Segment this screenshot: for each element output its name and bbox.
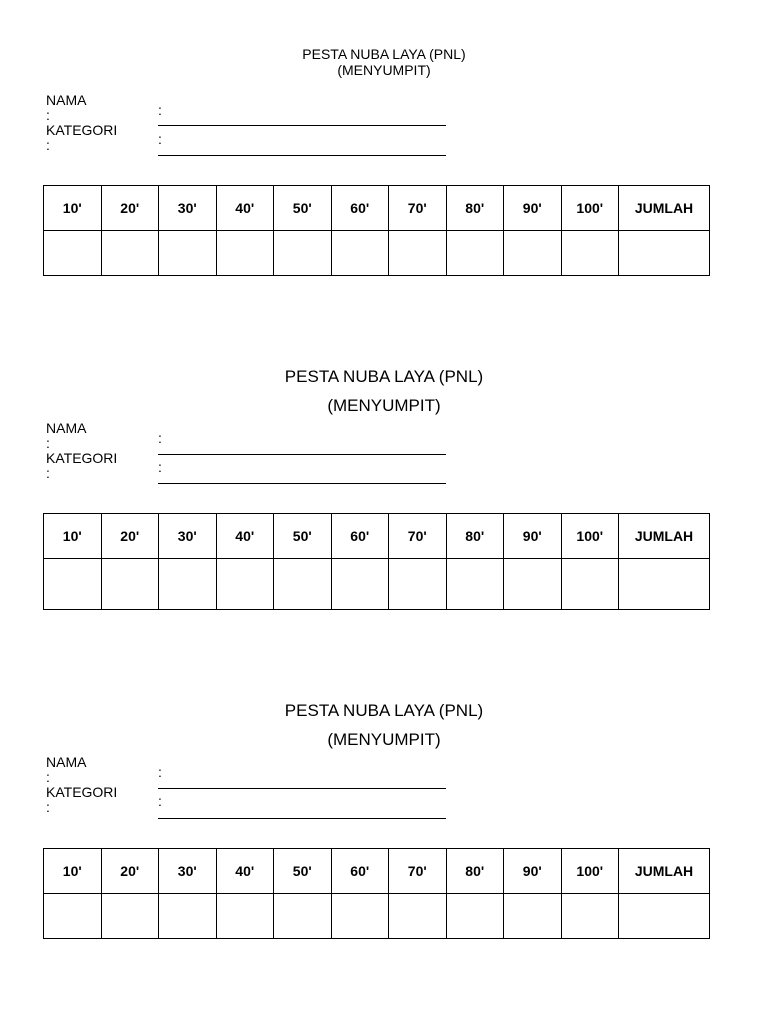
score-entry-cell[interactable]: [446, 559, 504, 610]
score-header-cell: 80': [446, 514, 504, 559]
score-header-cell: 40': [216, 514, 274, 559]
nama-label-group: [46, 93, 86, 123]
score-entry-cell[interactable]: [159, 894, 217, 939]
score-entry-cell[interactable]: [446, 231, 504, 276]
score-header-cell: 90': [504, 186, 562, 231]
kategori-colon: :: [158, 793, 162, 809]
form-title-line2: (MENYUMPIT): [327, 730, 441, 749]
score-entry-cell[interactable]: [159, 231, 217, 276]
score-entry-cell[interactable]: [101, 559, 159, 610]
score-table: [43, 513, 710, 610]
score-header-cell: 70': [389, 849, 447, 894]
nama-label-colon: :: [46, 107, 50, 123]
form-title: [0, 362, 768, 420]
score-header-cell: 60': [331, 849, 389, 894]
nama-colon: :: [158, 430, 162, 446]
score-header-cell: 50': [274, 849, 332, 894]
nama-label-group: [46, 755, 86, 785]
score-header-cell: 30': [159, 849, 217, 894]
form-title-line1: PESTA NUBA LAYA (PNL): [284, 701, 484, 720]
score-header-row: [44, 514, 710, 559]
score-header-cell: 70': [389, 186, 447, 231]
kategori-input-line[interactable]: [158, 155, 446, 156]
score-header-cell: 60': [331, 514, 389, 559]
score-header-cell: 40': [216, 849, 274, 894]
form-title-line1: PESTA NUBA LAYA (PNL): [302, 46, 466, 62]
score-entry-cell[interactable]: [331, 559, 389, 610]
score-entry-cell[interactable]: [274, 231, 332, 276]
score-entry-cell[interactable]: [216, 231, 274, 276]
score-header-cell: 20': [101, 186, 159, 231]
score-header-cell: 20': [101, 514, 159, 559]
kategori-label-group: [46, 123, 117, 153]
score-header-cell: 30': [159, 186, 217, 231]
nama-label-colon: :: [46, 435, 50, 451]
jumlah-header-cell: JUMLAH: [619, 514, 710, 559]
jumlah-entry-cell[interactable]: [619, 894, 710, 939]
score-header-cell: 90': [504, 849, 562, 894]
kategori-label-colon: :: [46, 137, 50, 153]
score-header-cell: 10': [44, 514, 102, 559]
score-entry-cell[interactable]: [389, 231, 447, 276]
score-header-cell: 50': [274, 514, 332, 559]
score-header-cell: 10': [44, 186, 102, 231]
kategori-colon: :: [158, 131, 162, 147]
form-title-line2: (MENYUMPIT): [337, 62, 431, 78]
kategori-label-group: [46, 785, 117, 815]
kategori-label: KATEGORI: [46, 784, 118, 800]
form-title-line2: (MENYUMPIT): [327, 396, 441, 415]
score-header-cell: 100': [561, 186, 619, 231]
kategori-colon: :: [158, 459, 162, 475]
score-entry-cell[interactable]: [331, 894, 389, 939]
nama-colon: :: [158, 764, 162, 780]
score-table: [43, 848, 710, 939]
score-table: [43, 185, 710, 276]
score-entry-row: [44, 231, 710, 276]
score-entry-row: [44, 559, 710, 610]
kategori-label: KATEGORI: [46, 450, 118, 466]
nama-colon: :: [158, 102, 162, 118]
score-header-cell: 100': [561, 514, 619, 559]
kategori-label-colon: :: [46, 465, 50, 481]
form-title-line1: PESTA NUBA LAYA (PNL): [284, 367, 484, 386]
score-entry-row: [44, 894, 710, 939]
score-entry-cell[interactable]: [389, 559, 447, 610]
score-header-cell: 40': [216, 186, 274, 231]
score-entry-cell[interactable]: [504, 231, 562, 276]
score-entry-cell[interactable]: [446, 894, 504, 939]
nama-label-group: [46, 421, 86, 451]
score-header-cell: 80': [446, 849, 504, 894]
score-entry-cell[interactable]: [331, 231, 389, 276]
nama-label-colon: :: [46, 769, 50, 785]
kategori-label: KATEGORI: [46, 122, 118, 138]
nama-input-line[interactable]: [158, 788, 446, 789]
kategori-label-colon: :: [46, 799, 50, 815]
nama-input-line[interactable]: [158, 125, 446, 126]
score-header-row: [44, 849, 710, 894]
score-entry-cell[interactable]: [44, 559, 102, 610]
score-entry-cell[interactable]: [216, 559, 274, 610]
score-entry-cell[interactable]: [561, 894, 619, 939]
nama-label: NAMA: [46, 420, 87, 436]
score-entry-cell[interactable]: [504, 559, 562, 610]
score-entry-cell[interactable]: [44, 231, 102, 276]
kategori-label-group: [46, 451, 117, 481]
nama-label: NAMA: [46, 754, 87, 770]
score-entry-cell[interactable]: [504, 894, 562, 939]
score-header-cell: 30': [159, 514, 217, 559]
score-entry-cell[interactable]: [561, 559, 619, 610]
nama-input-line[interactable]: [158, 454, 446, 455]
score-entry-cell[interactable]: [44, 894, 102, 939]
kategori-input-line[interactable]: [158, 818, 446, 819]
score-header-cell: 80': [446, 186, 504, 231]
score-header-cell: 60': [331, 186, 389, 231]
score-header-cell: 100': [561, 849, 619, 894]
jumlah-header-cell: JUMLAH: [619, 186, 710, 231]
score-header-cell: 20': [101, 849, 159, 894]
form-title: [0, 46, 768, 78]
score-header-cell: 10': [44, 849, 102, 894]
score-entry-cell[interactable]: [274, 894, 332, 939]
score-entry-cell[interactable]: [101, 894, 159, 939]
score-entry-cell[interactable]: [274, 559, 332, 610]
score-header-row: [44, 186, 710, 231]
score-header-cell: 50': [274, 186, 332, 231]
score-entry-cell[interactable]: [101, 231, 159, 276]
jumlah-header-cell: JUMLAH: [619, 849, 710, 894]
score-header-cell: 90': [504, 514, 562, 559]
score-entry-cell[interactable]: [159, 559, 217, 610]
jumlah-entry-cell[interactable]: [619, 231, 710, 276]
kategori-input-line[interactable]: [158, 483, 446, 484]
score-entry-cell[interactable]: [389, 894, 447, 939]
score-header-cell: 70': [389, 514, 447, 559]
score-entry-cell[interactable]: [216, 894, 274, 939]
form-title: [0, 696, 768, 754]
jumlah-entry-cell[interactable]: [619, 559, 710, 610]
nama-label: NAMA: [46, 92, 87, 108]
score-entry-cell[interactable]: [561, 231, 619, 276]
